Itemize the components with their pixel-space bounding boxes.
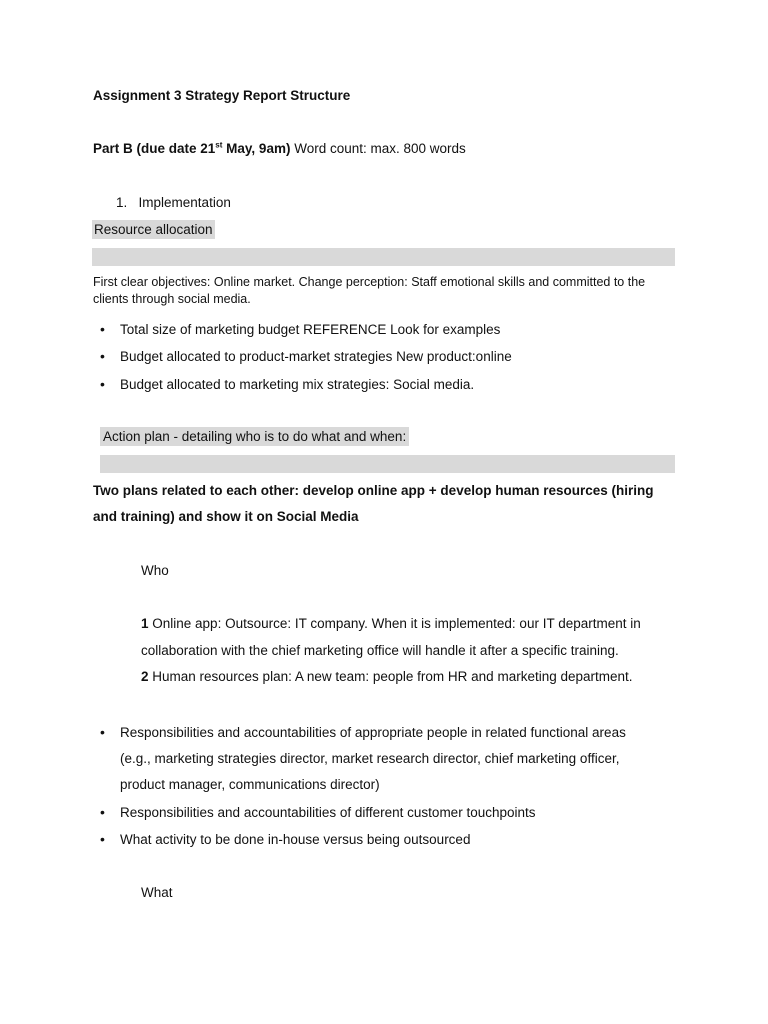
bullet-icon [100, 804, 120, 820]
section-label: Implementation [138, 195, 231, 210]
objectives-line-2: clients through social media. [93, 292, 251, 306]
budget-bullet-text: Budget allocated to product-market strategies New product:online [120, 349, 512, 364]
shaded-bar [92, 248, 675, 266]
part-b-label-sup: st [215, 140, 223, 150]
list-item [100, 376, 474, 392]
part-b-label-prefix: Part B (due date 21 [93, 141, 216, 156]
who-item-2-text: Human resources plan: A new team: people from HR and marketing department. [148, 669, 633, 684]
list-item [100, 724, 626, 740]
resp-bullet-3: What activity to be done in-house versus being outsourced [120, 832, 471, 847]
bullet-icon [100, 348, 120, 364]
document-title: Assignment 3 Strategy Report Structure [93, 88, 351, 103]
who-item-1-number: 1 [141, 616, 149, 631]
section-number: 1. [116, 195, 128, 210]
resp-bullet-1-line-3: product manager, communications director) [120, 777, 380, 792]
bullet-icon [100, 376, 120, 392]
word-count: Word count: max. 800 words [290, 141, 466, 156]
list-item [100, 831, 470, 847]
resp-bullet-1-line-1: Responsibilities and accountabilities of appropriate people in related functional areas [120, 725, 626, 740]
who-item-1-text: Online app: Outsource: IT company. When it is implemented: our IT department in [148, 616, 641, 631]
bullet-icon [100, 831, 120, 847]
part-b-label-suffix: May, 9am) [222, 141, 291, 156]
section-implementation [116, 195, 231, 210]
list-item [100, 348, 512, 364]
objectives-line-1: First clear objectives: Online market. Change perception: Staff emotional skills and committed to the [93, 275, 646, 289]
shaded-bar [100, 455, 675, 473]
resp-bullet-1-line-2: (e.g., marketing strategies director, market research director, chief marketing officer, [120, 751, 620, 766]
budget-bullet-text: Budget allocated to marketing mix strategies: Social media. [120, 377, 475, 392]
who-item-2-number: 2 [141, 669, 149, 684]
resource-allocation-heading: Resource allocation [94, 222, 213, 237]
budget-bullet-text: Total size of marketing budget REFERENCE Look for examples [120, 322, 501, 337]
resp-bullet-2: Responsibilities and accountabilities of different customer touchpoints [120, 805, 536, 820]
list-item [100, 804, 536, 820]
part-b-line [93, 141, 466, 156]
who-item-2 [141, 669, 633, 684]
two-plans-line-1: Two plans related to each other: develop online app + develop human resources (hiring [93, 483, 654, 498]
who-item-1-line-1 [141, 616, 641, 631]
action-plan-heading: Action plan - detailing who is to do what and when: [100, 427, 409, 446]
who-heading: Who [141, 563, 169, 578]
list-item [100, 321, 500, 337]
who-item-1-line-2: collaboration with the chief marketing office will handle it after a specific training. [141, 643, 619, 658]
two-plans-line-2: and training) and show it on Social Media [93, 509, 359, 524]
bullet-icon [100, 321, 120, 337]
bullet-icon [100, 724, 120, 740]
what-heading: What [141, 885, 173, 900]
